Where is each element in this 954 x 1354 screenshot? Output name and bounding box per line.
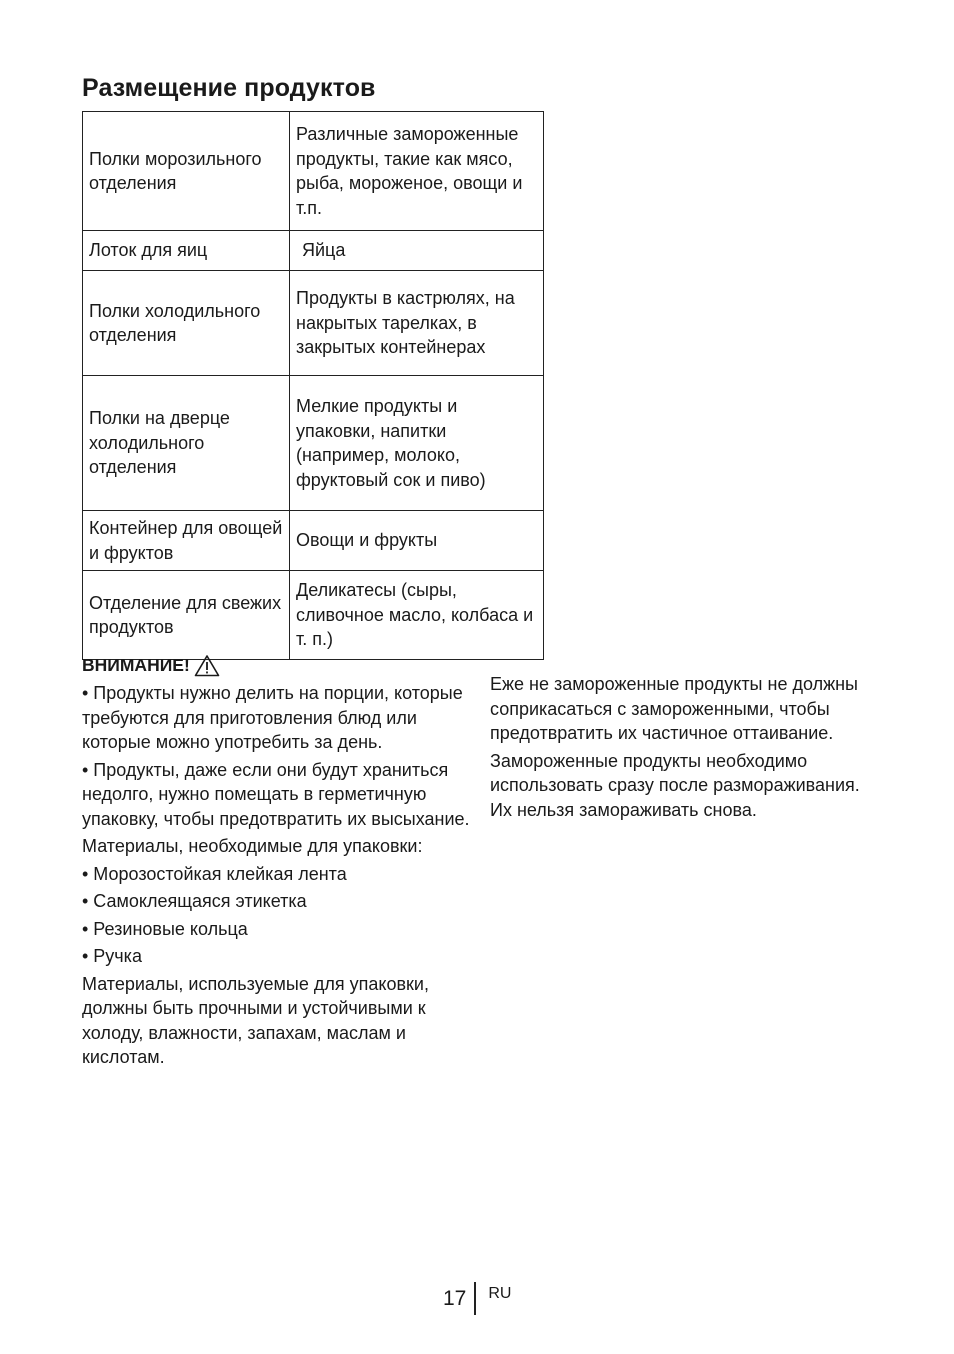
products-cell: Овощи и фрукты	[290, 511, 544, 571]
location-cell: Отделение для свежих продуктов	[83, 571, 290, 660]
products-cell: Деликатесы (сыры, сливочное масло, колбаса и т. п.)	[290, 571, 544, 660]
right-column	[490, 672, 870, 825]
portion-tip: • Продукты нужно делить на порции, которые требуются для приготовления блюд или которые можно употребить за день.	[82, 683, 463, 752]
materials-heading: Материалы, необходимые для упаковки:	[82, 836, 423, 856]
page-number: 17	[443, 1287, 467, 1310]
warning-label: ВНИМАНИЕ!	[82, 655, 190, 675]
location-cell: Лоток для яиц	[83, 231, 290, 271]
table-row	[83, 571, 544, 660]
thawing-note: Замороженные продукты необходимо использовать сразу после размораживания. Их нельзя замораживать снова.	[490, 750, 860, 820]
table-row	[83, 271, 544, 376]
products-cell: Яйца	[290, 231, 544, 271]
products-cell: Продукты в кастрюлях, на накрытых тарелках, в закрытых контейнерах	[290, 271, 544, 376]
list-item: • Морозостойкая клейкая лента	[82, 863, 347, 884]
table-row	[83, 112, 544, 231]
location-cell: Контейнер для овощей и фруктов	[83, 511, 290, 571]
location-cell: Полки морозильного отделения	[83, 112, 290, 231]
table-row	[83, 376, 544, 511]
warning-triangle-icon	[194, 654, 220, 677]
location-cell: Полки холодильного отделения	[83, 271, 290, 376]
left-column	[82, 681, 472, 1073]
page-title: Размещение продуктов	[82, 74, 376, 102]
language-code: RU	[488, 1285, 512, 1302]
table-row	[83, 511, 544, 571]
packaging-tip: • Продукты, даже если они будут храниться недолго, нужно помещать в герметичную упаковку, чтобы предотвратить их высыхание.	[82, 759, 470, 829]
footer-divider	[474, 1282, 476, 1315]
table-row	[83, 231, 544, 271]
separation-note: Еже не замороженные продукты не должны соприкасаться с замороженными, чтобы предотвратить их частичное оттаивание.	[490, 674, 858, 743]
warning-heading	[82, 654, 220, 677]
page-footer	[443, 1282, 511, 1315]
materials-requirements: Материалы, используемые для упаковки, должны быть прочными и устойчивыми к холоду, влажности, запахам, маслам и кислотам.	[82, 973, 429, 1067]
products-cell: Мелкие продукты и упаковки, напитки (например, молоко, фруктовый сок и пиво)	[290, 376, 544, 511]
list-item: • Резиновые кольца	[82, 918, 248, 939]
location-cell: Полки на дверце холодильного отделения	[83, 376, 290, 511]
list-item: • Самоклеящаяся этикетка	[82, 891, 307, 911]
products-cell: Различные замороженные продукты, такие как мясо, рыба, мороженое, овощи и т.п.	[290, 112, 544, 231]
food-placement-table	[82, 111, 544, 660]
list-item: • Ручка	[82, 946, 142, 966]
